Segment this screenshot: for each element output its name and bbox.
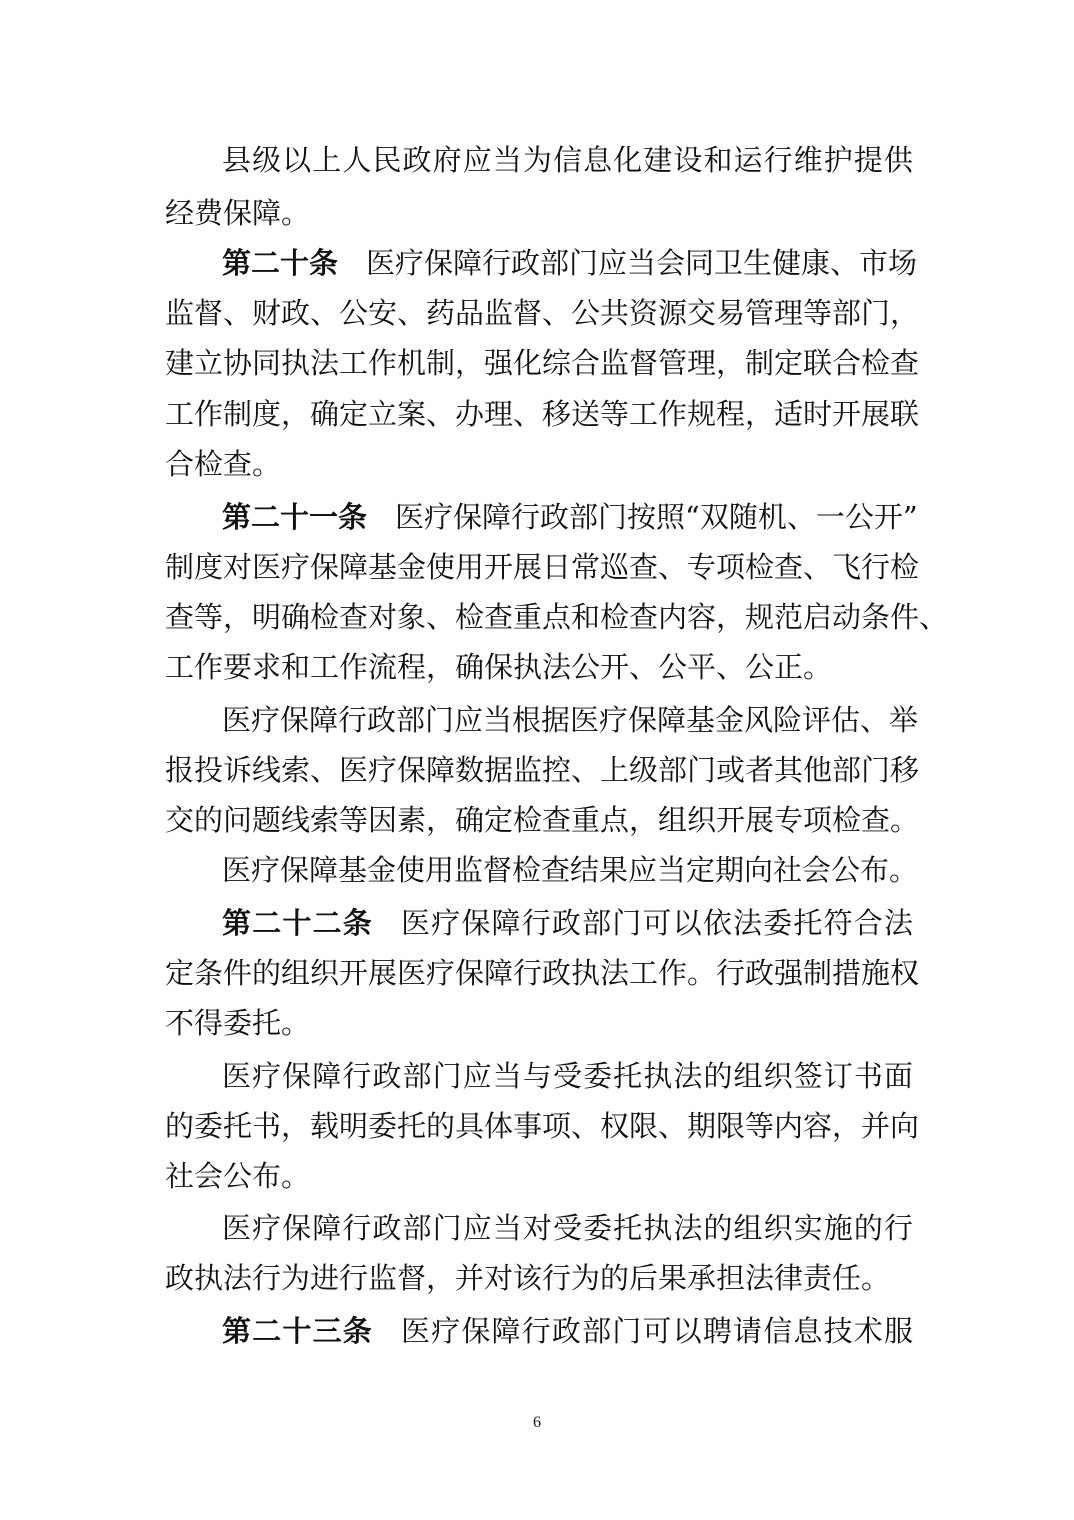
article-heading: 第二十三条 (222, 1314, 373, 1348)
article-heading: 第二十二条 (222, 906, 373, 940)
text-line: 查等，明确检查对象、检查重点和检查内容，规范启动条件、 (165, 600, 949, 634)
text-line: 工作要求和工作流程，确保执法公开、公平、公正。 (165, 650, 833, 684)
article-first-line (222, 1311, 913, 1351)
text-line: 工作制度，确定立案、办理、移送等工作规程，适时开展联 (165, 397, 920, 431)
article-heading: 第二十一条 (222, 500, 368, 534)
text-line: 的委托书，载明委托的具体事项、权限、期限等内容，并向 (165, 1109, 920, 1143)
text-line: 报投诉线索、医疗保障数据监控、上级部门或者其他部门移 (165, 753, 920, 787)
text-span: 医疗保障行政部门按照“双随机、一公开” (395, 500, 918, 534)
text-line: 制度对医疗保障基金使用开展日常巡查、专项检查、飞行检 (165, 550, 920, 584)
text-line: 县级以上人民政府应当为信息化建设和运行维护提供 (222, 143, 913, 177)
text-line: 交的问题线索等因素，确定检查重点，组织开展专项检查。 (165, 803, 920, 837)
text-line: 合检查。 (165, 447, 282, 481)
text-line: 医疗保障行政部门应当根据医疗保障基金风险评估、举 (222, 703, 919, 737)
text-line: 不得委托。 (165, 1006, 311, 1040)
text-line: 医疗保障基金使用监督检查结果应当定期向社会公布。 (222, 853, 919, 887)
article-first-line (222, 497, 918, 537)
text-span: 医疗保障行政部门可以聘请信息技术服 (400, 1314, 913, 1348)
text-span: 医疗保障行政部门应当会同卫生健康、市场 (366, 246, 918, 280)
text-line: 医疗保障行政部门应当与受委托执法的组织签订书面 (222, 1059, 913, 1093)
text-line: 监督、财政、公安、药品监督、公共资源交易管理等部门， (165, 296, 920, 330)
text-line: 政执法行为进行监督，并对该行为的后果承担法律责任。 (165, 1261, 891, 1295)
article-heading: 第二十条 (222, 246, 339, 280)
text-line: 建立协同执法工作机制，强化综合监督管理，制定联合检查 (165, 346, 920, 380)
text-line: 社会公布。 (165, 1159, 311, 1193)
page-number: 6 (533, 1414, 541, 1431)
text-line: 经费保障。 (165, 196, 311, 230)
article-first-line (222, 903, 913, 943)
text-line: 定条件的组织开展医疗保障行政执法工作。行政强制措施权 (165, 956, 920, 990)
text-span: 医疗保障行政部门可以依法委托符合法 (400, 906, 913, 940)
article-first-line (222, 243, 918, 283)
text-line: 医疗保障行政部门应当对受委托执法的组织实施的行 (222, 1211, 913, 1245)
